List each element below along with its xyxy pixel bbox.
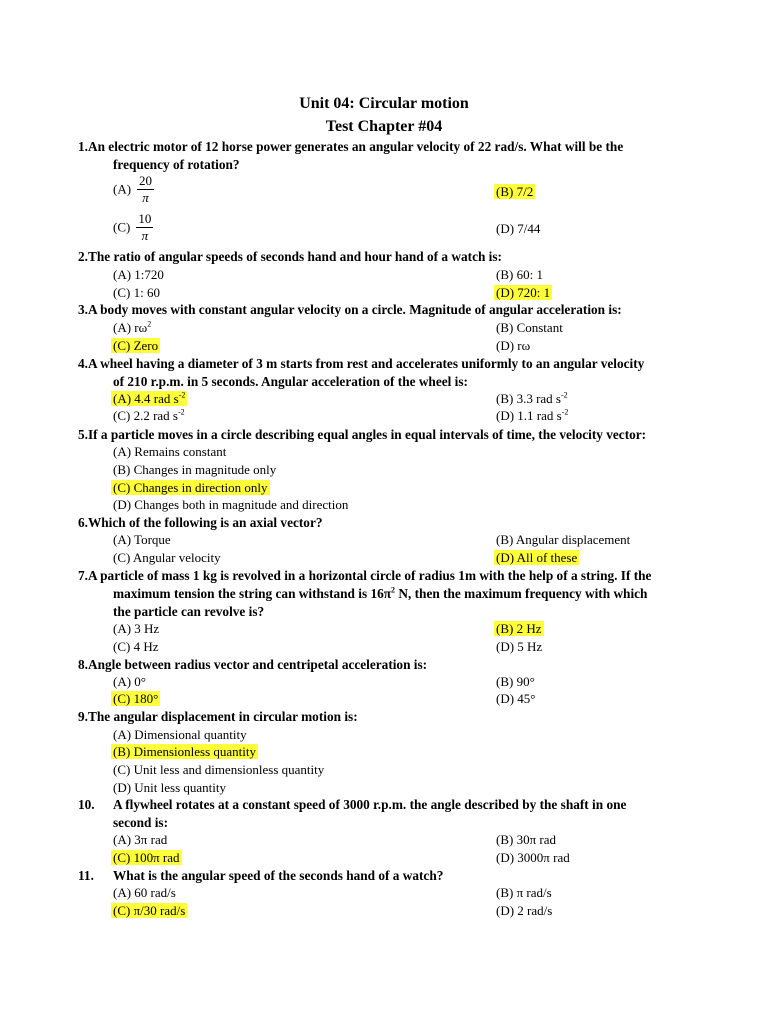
- question-6-option-d: [496, 550, 579, 566]
- answer-highlight: (C) 180°: [113, 691, 159, 706]
- question-11-number: 11.: [78, 868, 94, 883]
- question-5-text: 5.If a particle moves in a circle describing equal angles in equal intervals of time, the velocity vector:: [78, 427, 647, 442]
- question-1-option-b: [496, 184, 535, 200]
- question-2-option-d: [496, 285, 552, 301]
- answer-highlight: (C) 100π rad: [113, 850, 180, 865]
- question-10-text: A flywheel rotates at a constant speed of 3000 r.p.m. the angle described by the shaft in one: [113, 797, 627, 812]
- answer-highlight: (D) All of these: [496, 550, 578, 565]
- question-1-text-cont: frequency of rotation?: [113, 157, 240, 172]
- question-7-option-a: (A) 3 Hz: [113, 621, 160, 636]
- question-1-text: 1.An electric motor of 12 horse power generates an angular velocity of 22 rad/s. What will be the: [78, 139, 624, 154]
- answer-highlight: (A) 4.4 rad $s^{-2}$: [113, 390, 186, 406]
- question-7-text-cont2: the particle can revolve is?: [113, 604, 265, 619]
- question-5-option-c: [113, 480, 270, 496]
- question-6-option-b: (B) Angular displacement: [496, 532, 631, 547]
- question-7-option-b: [496, 621, 544, 637]
- question-4-option-d: (D) 1.1 rad $s^{-2}$: [496, 407, 569, 423]
- question-9-option-c: (C) Unit less and dimensionless quantity: [113, 762, 325, 777]
- question-10-option-c: [113, 850, 182, 866]
- question-9-option-d: (D) Unit less quantity: [113, 780, 227, 795]
- question-5-option-d: (D) Changes both in magnitude and direction: [113, 497, 349, 512]
- question-8-option-d: (D) 45°: [496, 691, 536, 706]
- question-11-text: What is the angular speed of the seconds hand of a watch?: [113, 868, 444, 883]
- question-8-option-c: [113, 691, 160, 707]
- question-6-option-c: (C) Angular velocity: [113, 550, 221, 565]
- question-9-option-b: [113, 744, 258, 760]
- question-10-number: 10.: [78, 797, 95, 812]
- question-2-option-b: (B) 60: 1: [496, 267, 543, 282]
- question-2-option-a: (A) 1:720: [113, 267, 164, 282]
- document-subtitle: Test Chapter #04: [325, 118, 443, 135]
- question-6-option-a: (A) Torque: [113, 532, 171, 547]
- answer-highlight: (B) 7/2: [496, 184, 534, 199]
- question-6-text: 6.Which of the following is an axial vector?: [78, 515, 323, 530]
- question-4-option-c: (C) 2.2 rad $s^{-2}$: [113, 407, 185, 423]
- question-9-text: 9.The angular displacement in circular motion is:: [78, 709, 358, 724]
- document-title: Unit 04: Circular motion: [299, 95, 469, 112]
- answer-highlight: (B) 2 Hz: [496, 621, 542, 636]
- question-11-option-c: [113, 903, 187, 919]
- question-11-option-d: (D) 2 rad/s: [496, 903, 553, 918]
- fraction-20-over-pi: $\frac{20}{\pi}$: [139, 173, 153, 205]
- question-8-option-b: (B) 90°: [496, 674, 535, 689]
- question-4-text-cont: of 210 r.p.m. in 5 seconds. Angular acceleration of the wheel is:: [113, 374, 468, 389]
- question-4-text: 4.A wheel having a diameter of 3 m starts from rest and accelerates uniformly to an angular velocity: [78, 356, 645, 371]
- question-7-text-cont: maximum tension the string can withstand is $16\pi^2$ N, then the maximum frequency with which: [113, 585, 648, 601]
- answer-highlight: (C) Zero: [113, 338, 159, 353]
- question-4-option-a: [113, 391, 187, 407]
- answer-highlight: (D) 720: 1: [496, 285, 551, 300]
- question-1-option-a: (A) $\frac{20}{\pi}$: [113, 173, 153, 205]
- question-10-option-a: (A) 3π rad: [113, 832, 168, 847]
- question-11-option-a: (A) 60 rad/s: [113, 885, 176, 900]
- question-3-option-d: (D) rω: [496, 338, 531, 353]
- question-4-option-b: (B) 3.3 rad $s^{-2}$: [496, 390, 568, 406]
- question-3-option-a: (A) $r\omega^2$: [113, 319, 152, 335]
- answer-highlight: (C) π/30 rad/s: [113, 903, 186, 918]
- question-5-option-b: (B) Changes in magnitude only: [113, 462, 277, 477]
- question-2-text: 2.The ratio of angular speeds of seconds hand and hour hand of a watch is:: [78, 249, 502, 264]
- question-2-option-c: (C) 1: 60: [113, 285, 160, 300]
- fraction-10-over-pi: $\frac{10}{\pi}$: [138, 211, 152, 243]
- question-3-option-c: [113, 338, 160, 354]
- question-10-option-d: (D) 3000π rad: [496, 850, 570, 865]
- question-7-text: 7.A particle of mass 1 kg is revolved in a horizontal circle of radius 1m with the help of a string. If the: [78, 568, 652, 583]
- question-3-text: 3.A body moves with constant angular velocity on a circle. Magnitude of angular acceleration is:: [78, 302, 622, 317]
- question-5-option-a: (A) Remains constant: [113, 444, 227, 459]
- question-10-text-cont: second is:: [113, 815, 169, 830]
- question-1-option-c: (C) $\frac{10}{\pi}$: [113, 211, 152, 243]
- question-10-option-b: (B) 30π rad: [496, 832, 556, 847]
- question-7-option-c: (C) 4 Hz: [113, 639, 159, 654]
- question-7-option-d: (D) 5 Hz: [496, 639, 543, 654]
- question-8-text: 8.Angle between radius vector and centripetal acceleration is:: [78, 657, 428, 672]
- question-1-option-d: (D) 7/44: [496, 221, 541, 236]
- question-3-option-b: (B) Constant: [496, 320, 563, 335]
- question-9-option-a: (A) Dimensional quantity: [113, 727, 247, 742]
- answer-highlight: (C) Changes in direction only: [113, 480, 268, 495]
- question-8-option-a: (A) 0°: [113, 674, 146, 689]
- question-11-option-b: (B) π rad/s: [496, 885, 552, 900]
- answer-highlight: (B) Dimensionless quantity: [113, 744, 256, 759]
